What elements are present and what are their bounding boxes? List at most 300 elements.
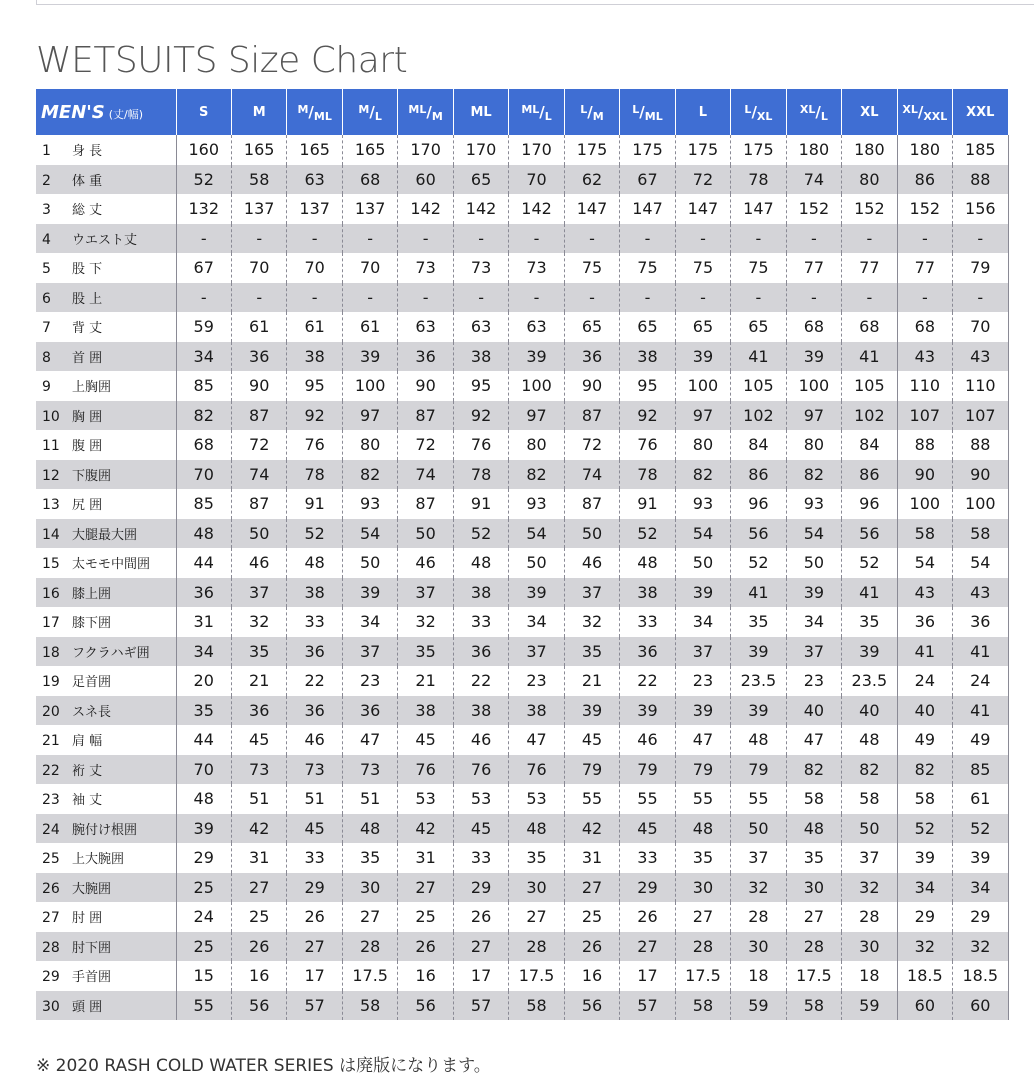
table-cell: 82 bbox=[786, 755, 841, 785]
measurement-label bbox=[36, 666, 176, 696]
table-cell: 90 bbox=[564, 371, 619, 401]
table-cell: 75 bbox=[731, 253, 786, 283]
table-cell: 72 bbox=[675, 165, 730, 195]
table-cell: 36 bbox=[398, 342, 453, 372]
table-cell: 55 bbox=[176, 991, 231, 1021]
table-cell: 49 bbox=[953, 725, 1008, 755]
table-cell: 38 bbox=[287, 342, 342, 372]
row-number: 10 bbox=[42, 408, 60, 425]
table-cell: 86 bbox=[731, 460, 786, 490]
table-cell: 31 bbox=[231, 843, 286, 873]
table-cell: 79 bbox=[953, 253, 1008, 283]
table-cell: 27 bbox=[342, 902, 397, 932]
table-cell: 137 bbox=[231, 194, 286, 224]
table-cell: 45 bbox=[564, 725, 619, 755]
table-cell: 26 bbox=[564, 932, 619, 962]
table-cell: 33 bbox=[287, 607, 342, 637]
row-number: 22 bbox=[42, 762, 60, 779]
table-cell: 80 bbox=[675, 430, 730, 460]
table-cell: 48 bbox=[193, 789, 214, 809]
measurement-label bbox=[36, 224, 176, 254]
size-chart-table bbox=[36, 89, 1009, 1020]
table-cell: 36 bbox=[287, 637, 342, 667]
table-cell: 34 bbox=[675, 607, 730, 637]
table-cell: 44 bbox=[193, 553, 214, 573]
measurement-name: 首 囲 bbox=[72, 350, 103, 366]
table-cell: 80 bbox=[509, 430, 564, 460]
table-cell: 36 bbox=[231, 342, 286, 372]
table-cell: 68 bbox=[897, 312, 952, 342]
row-number: 7 bbox=[42, 320, 51, 337]
size-header-slash: / bbox=[308, 103, 314, 121]
table-cell: 56 bbox=[231, 991, 286, 1021]
table-cell: 15 bbox=[193, 966, 214, 986]
table-cell: 142 bbox=[453, 194, 508, 224]
table-cell: 33 bbox=[287, 843, 342, 873]
row-number: 2 bbox=[42, 172, 51, 189]
size-header-label: ML bbox=[470, 104, 492, 120]
size-header-slash: / bbox=[917, 103, 924, 121]
table-cell: 75 bbox=[564, 253, 619, 283]
table-cell: 18.5 bbox=[897, 961, 952, 991]
row-number: 23 bbox=[42, 792, 60, 809]
size-header-lower: L bbox=[374, 110, 382, 123]
table-cell: 34 bbox=[509, 607, 564, 637]
table-cell: 78 bbox=[453, 460, 508, 490]
size-header bbox=[620, 89, 675, 135]
table-cell: 38 bbox=[287, 578, 342, 608]
table-cell: 90 bbox=[953, 460, 1008, 490]
table-cell: 142 bbox=[398, 194, 453, 224]
table-cell: 39 bbox=[731, 637, 786, 667]
table-cell: 38 bbox=[453, 578, 508, 608]
table-cell: 180 bbox=[897, 135, 952, 165]
table-cell: 36 bbox=[564, 342, 619, 372]
table-cell: 27 bbox=[675, 902, 730, 932]
table-cell: 63 bbox=[287, 165, 342, 195]
table-cell: 60 bbox=[953, 991, 1008, 1021]
table-row bbox=[36, 519, 1008, 549]
table-cell: 46 bbox=[620, 725, 675, 755]
table-cell: 156 bbox=[953, 194, 1008, 224]
table-cell: 88 bbox=[953, 430, 1008, 460]
table-cell: - bbox=[176, 224, 231, 254]
table-row bbox=[36, 578, 1008, 608]
table-cell: 16 bbox=[564, 961, 619, 991]
table-cell: 92 bbox=[453, 401, 508, 431]
table-cell: 49 bbox=[897, 725, 952, 755]
size-header-slash: / bbox=[751, 103, 757, 121]
table-row bbox=[36, 607, 1008, 637]
top-divider bbox=[36, 0, 1034, 5]
table-cell: 48 bbox=[675, 814, 730, 844]
size-header-upper: ML bbox=[521, 103, 540, 116]
table-cell: 60 bbox=[897, 991, 952, 1021]
table-cell: 27 bbox=[231, 873, 286, 903]
size-header-upper: L bbox=[632, 103, 640, 116]
size-header-lower: M bbox=[592, 110, 604, 123]
row-number: 21 bbox=[42, 733, 60, 750]
table-cell: 34 bbox=[897, 873, 952, 903]
table-cell: 59 bbox=[842, 991, 897, 1021]
measurement-name: 背 丈 bbox=[72, 321, 103, 337]
measurement-label bbox=[36, 312, 176, 342]
table-cell: 45 bbox=[287, 814, 342, 844]
table-cell: 180 bbox=[786, 135, 841, 165]
measurement-label bbox=[36, 607, 176, 637]
table-cell: - bbox=[509, 224, 564, 254]
table-cell: 77 bbox=[786, 253, 841, 283]
table-cell: 36 bbox=[342, 696, 397, 726]
row-number: 19 bbox=[42, 674, 60, 691]
category-sublabel: (丈/幅) bbox=[108, 107, 144, 121]
table-cell: 47 bbox=[509, 725, 564, 755]
table-row bbox=[36, 666, 1008, 696]
table-cell: 86 bbox=[897, 165, 952, 195]
row-number: 16 bbox=[42, 585, 60, 602]
table-cell: 23.5 bbox=[731, 666, 786, 696]
table-cell: 28 bbox=[731, 902, 786, 932]
table-cell: 70 bbox=[231, 253, 286, 283]
table-cell: 68 bbox=[342, 165, 397, 195]
table-cell: 25 bbox=[176, 932, 231, 962]
measurement-name: 袖 丈 bbox=[72, 793, 103, 809]
table-cell: 79 bbox=[675, 755, 730, 785]
table-cell: 93 bbox=[342, 489, 397, 519]
table-cell: 46 bbox=[564, 548, 619, 578]
row-number: 15 bbox=[42, 556, 60, 573]
table-cell: 42 bbox=[231, 814, 286, 844]
table-cell: 41 bbox=[731, 342, 786, 372]
row-number: 9 bbox=[42, 379, 51, 396]
size-header-label: XXL bbox=[966, 104, 995, 120]
table-cell: 61 bbox=[231, 312, 286, 342]
table-cell: 137 bbox=[342, 194, 397, 224]
table-cell: 91 bbox=[453, 489, 508, 519]
table-cell: 20 bbox=[193, 671, 214, 691]
table-cell: 107 bbox=[897, 401, 952, 431]
measurement-name: ウエスト丈 bbox=[72, 232, 138, 248]
table-cell: 18 bbox=[731, 961, 786, 991]
table-cell: 44 bbox=[193, 730, 214, 750]
table-cell: 31 bbox=[398, 843, 453, 873]
table-cell: - bbox=[897, 224, 952, 254]
table-cell: 46 bbox=[453, 725, 508, 755]
table-cell: 48 bbox=[509, 814, 564, 844]
table-cell: 100 bbox=[897, 489, 952, 519]
table-cell: 72 bbox=[564, 430, 619, 460]
table-cell: 43 bbox=[897, 578, 952, 608]
table-cell: 29 bbox=[193, 848, 214, 868]
measurement-label bbox=[36, 548, 176, 578]
table-cell: 37 bbox=[398, 578, 453, 608]
measurement-name: 胸 囲 bbox=[72, 409, 103, 425]
measurement-name: 裄 丈 bbox=[72, 763, 103, 779]
table-cell: 16 bbox=[398, 961, 453, 991]
table-cell: - bbox=[231, 283, 286, 313]
table-cell: 47 bbox=[675, 725, 730, 755]
table-row bbox=[36, 342, 1008, 372]
table-cell: 40 bbox=[786, 696, 841, 726]
measurement-name: 上大腕囲 bbox=[72, 852, 125, 868]
table-row bbox=[36, 135, 1008, 165]
table-cell: 170 bbox=[509, 135, 564, 165]
table-cell: 68 bbox=[842, 312, 897, 342]
size-header-slash: / bbox=[426, 103, 432, 121]
table-cell: 100 bbox=[953, 489, 1008, 519]
measurement-label bbox=[36, 843, 176, 873]
table-cell: - bbox=[231, 224, 286, 254]
measurement-label bbox=[36, 283, 176, 313]
table-cell: 27 bbox=[398, 873, 453, 903]
measurement-name: 上胸囲 bbox=[72, 380, 112, 396]
table-cell: 63 bbox=[398, 312, 453, 342]
measurement-label bbox=[36, 489, 176, 519]
table-cell: 70 bbox=[287, 253, 342, 283]
table-cell: 78 bbox=[731, 165, 786, 195]
row-number: 13 bbox=[42, 497, 60, 514]
measurement-name: 膝上囲 bbox=[72, 586, 112, 602]
size-header bbox=[342, 89, 397, 135]
row-number: 11 bbox=[42, 438, 60, 455]
table-cell: 58 bbox=[509, 991, 564, 1021]
size-header bbox=[231, 89, 286, 135]
table-cell: 39 bbox=[731, 696, 786, 726]
table-cell: 17.5 bbox=[509, 961, 564, 991]
table-cell: 185 bbox=[953, 135, 1008, 165]
table-cell: 54 bbox=[342, 519, 397, 549]
table-cell: 100 bbox=[786, 371, 841, 401]
table-cell: 91 bbox=[287, 489, 342, 519]
size-header-lower: ML bbox=[644, 110, 663, 123]
table-cell: 87 bbox=[564, 401, 619, 431]
table-cell: 87 bbox=[564, 489, 619, 519]
size-header bbox=[897, 89, 952, 135]
table-row bbox=[36, 283, 1008, 313]
table-cell: 63 bbox=[453, 312, 508, 342]
table-cell: - bbox=[675, 283, 730, 313]
table-cell: 76 bbox=[453, 430, 508, 460]
table-row bbox=[36, 371, 1008, 401]
table-cell: 54 bbox=[897, 548, 952, 578]
table-cell: 39 bbox=[675, 696, 730, 726]
table-cell: 58 bbox=[786, 991, 841, 1021]
table-cell: 74 bbox=[398, 460, 453, 490]
table-cell: 175 bbox=[731, 135, 786, 165]
table-cell: 175 bbox=[564, 135, 619, 165]
measurement-name: 下腹囲 bbox=[72, 468, 112, 484]
size-header-fraction bbox=[632, 103, 663, 123]
measurement-label bbox=[36, 814, 176, 844]
size-header-lower: M bbox=[431, 110, 443, 123]
table-cell: 165 bbox=[342, 135, 397, 165]
table-cell: 47 bbox=[342, 725, 397, 755]
table-cell: 96 bbox=[731, 489, 786, 519]
table-cell: 86 bbox=[842, 460, 897, 490]
table-cell: 73 bbox=[342, 755, 397, 785]
table-cell: 30 bbox=[342, 873, 397, 903]
row-number: 26 bbox=[42, 880, 60, 897]
table-cell: 35 bbox=[842, 607, 897, 637]
table-cell: 61 bbox=[287, 312, 342, 342]
table-cell: 52 bbox=[842, 548, 897, 578]
table-cell: - bbox=[675, 224, 730, 254]
table-cell: 102 bbox=[731, 401, 786, 431]
table-cell: 52 bbox=[176, 165, 231, 195]
measurement-label bbox=[36, 902, 176, 932]
table-cell: 73 bbox=[231, 755, 286, 785]
table-cell: 37 bbox=[564, 578, 619, 608]
table-cell: 68 bbox=[786, 312, 841, 342]
size-header bbox=[509, 89, 564, 135]
table-cell: 147 bbox=[731, 194, 786, 224]
measurement-name: 股 上 bbox=[72, 291, 103, 307]
table-cell: 48 bbox=[620, 548, 675, 578]
table-cell: 24 bbox=[897, 666, 952, 696]
table-cell: 37 bbox=[786, 637, 841, 667]
table-cell: 30 bbox=[675, 873, 730, 903]
table-cell: 132 bbox=[188, 199, 219, 219]
table-row bbox=[36, 253, 1008, 283]
table-cell: 180 bbox=[842, 135, 897, 165]
table-cell: 82 bbox=[786, 460, 841, 490]
table-cell: 80 bbox=[342, 430, 397, 460]
table-cell: 52 bbox=[731, 548, 786, 578]
table-cell: 30 bbox=[509, 873, 564, 903]
table-cell: 78 bbox=[620, 460, 675, 490]
table-cell: 29 bbox=[897, 902, 952, 932]
table-cell: 90 bbox=[398, 371, 453, 401]
measurement-name: 身 長 bbox=[72, 144, 103, 160]
table-cell: 65 bbox=[675, 312, 730, 342]
table-cell: 175 bbox=[620, 135, 675, 165]
measurement-name: 大腕囲 bbox=[72, 881, 112, 897]
table-cell: 36 bbox=[287, 696, 342, 726]
measurement-name: 腕付け根囲 bbox=[72, 822, 138, 838]
table-cell: 45 bbox=[453, 814, 508, 844]
table-cell: 41 bbox=[953, 637, 1008, 667]
table-cell: 22 bbox=[620, 666, 675, 696]
table-cell: 97 bbox=[342, 401, 397, 431]
table-cell: 56 bbox=[842, 519, 897, 549]
measurement-label bbox=[36, 991, 176, 1021]
table-cell: 28 bbox=[786, 932, 841, 962]
table-row bbox=[36, 784, 1008, 814]
table-cell: 39 bbox=[342, 578, 397, 608]
table-cell: 175 bbox=[675, 135, 730, 165]
row-number: 18 bbox=[42, 644, 60, 661]
table-cell: 52 bbox=[897, 814, 952, 844]
table-cell: 70 bbox=[176, 460, 231, 490]
table-cell: 67 bbox=[193, 258, 214, 278]
table-cell: 100 bbox=[342, 371, 397, 401]
table-cell: 87 bbox=[231, 489, 286, 519]
table-cell: 79 bbox=[731, 755, 786, 785]
size-header-upper: L bbox=[744, 103, 752, 116]
table-cell: 38 bbox=[509, 696, 564, 726]
table-cell: 28 bbox=[842, 902, 897, 932]
table-cell: 34 bbox=[176, 342, 231, 372]
table-cell: 57 bbox=[620, 991, 675, 1021]
table-cell: 50 bbox=[509, 548, 564, 578]
table-cell: 65 bbox=[731, 312, 786, 342]
size-header-fraction bbox=[799, 103, 828, 123]
size-header-fraction bbox=[521, 103, 552, 123]
measurement-label bbox=[36, 165, 176, 195]
table-cell: 54 bbox=[509, 519, 564, 549]
row-number: 20 bbox=[42, 703, 60, 720]
row-number: 3 bbox=[42, 202, 51, 219]
table-cell: 23 bbox=[786, 666, 841, 696]
table-cell: 34 bbox=[176, 637, 231, 667]
table-cell: 48 bbox=[176, 519, 231, 549]
table-cell: 58 bbox=[897, 784, 952, 814]
table-cell: 147 bbox=[675, 194, 730, 224]
table-cell: 30 bbox=[842, 932, 897, 962]
table-cell: 38 bbox=[620, 578, 675, 608]
table-cell: 41 bbox=[842, 578, 897, 608]
table-cell: 50 bbox=[564, 519, 619, 549]
table-cell: 59 bbox=[193, 317, 214, 337]
table-cell: 87 bbox=[398, 401, 453, 431]
measurement-name: 手首囲 bbox=[72, 970, 112, 986]
row-number: 24 bbox=[42, 821, 60, 838]
table-cell: 39 bbox=[620, 696, 675, 726]
table-cell: - bbox=[342, 283, 397, 313]
table-cell: 54 bbox=[675, 519, 730, 549]
table-cell: 82 bbox=[675, 460, 730, 490]
table-cell: 97 bbox=[509, 401, 564, 431]
measurement-label bbox=[36, 961, 176, 991]
row-number: 27 bbox=[42, 910, 60, 927]
table-cell: 36 bbox=[620, 637, 675, 667]
table-cell: 33 bbox=[620, 843, 675, 873]
table-cell: 21 bbox=[398, 666, 453, 696]
table-cell: 100 bbox=[675, 371, 730, 401]
row-number: 17 bbox=[42, 615, 60, 632]
size-header-slash: / bbox=[369, 103, 375, 121]
table-cell: 152 bbox=[897, 194, 952, 224]
header-row bbox=[36, 89, 1008, 135]
table-cell: 38 bbox=[453, 342, 508, 372]
table-cell: - bbox=[953, 283, 1008, 313]
table-row bbox=[36, 814, 1008, 844]
row-number: 8 bbox=[42, 349, 51, 366]
table-cell: 23 bbox=[675, 666, 730, 696]
table-cell: 147 bbox=[620, 194, 675, 224]
row-number: 12 bbox=[42, 467, 60, 484]
table-cell: 35 bbox=[786, 843, 841, 873]
table-cell: 70 bbox=[176, 755, 231, 785]
table-cell: 42 bbox=[398, 814, 453, 844]
table-cell: - bbox=[287, 283, 342, 313]
table-cell: - bbox=[842, 283, 897, 313]
measurement-label bbox=[36, 430, 176, 460]
table-cell: - bbox=[398, 283, 453, 313]
size-header-slash: / bbox=[539, 103, 545, 121]
table-cell: 27 bbox=[453, 932, 508, 962]
table-cell: - bbox=[509, 283, 564, 313]
table-cell: 24 bbox=[953, 666, 1008, 696]
table-cell: - bbox=[786, 224, 841, 254]
category-header bbox=[36, 89, 176, 135]
table-cell: 82 bbox=[897, 755, 952, 785]
table-cell: 57 bbox=[453, 991, 508, 1021]
size-header bbox=[287, 89, 342, 135]
table-cell: 76 bbox=[509, 755, 564, 785]
table-cell: 84 bbox=[842, 430, 897, 460]
table-cell: 59 bbox=[731, 991, 786, 1021]
